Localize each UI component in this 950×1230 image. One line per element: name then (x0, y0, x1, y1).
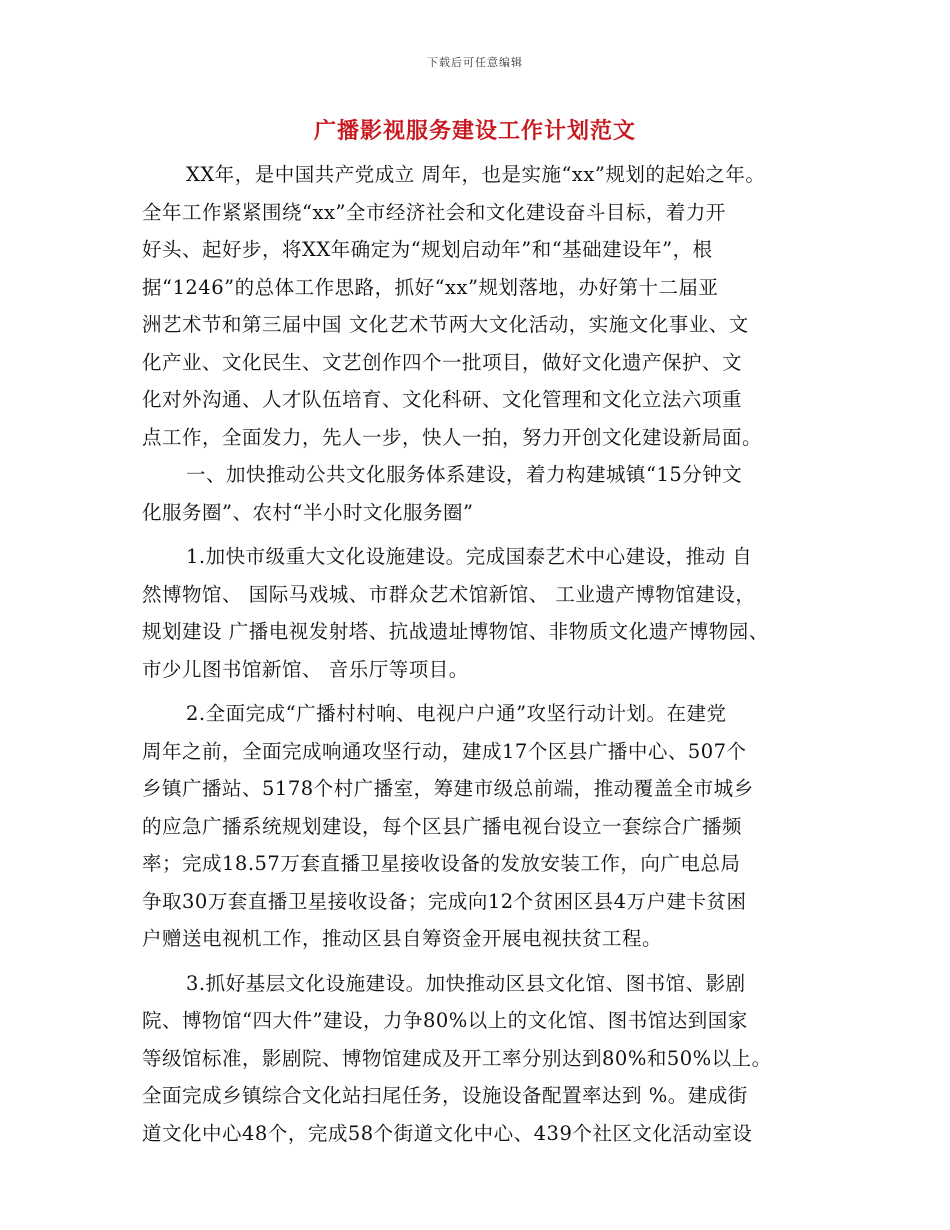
paragraph-intro (142, 156, 842, 456)
text-line: 乡镇广播站、5178个村广播室，筹建市级总前端，推动覆盖全市城乡 (142, 777, 754, 800)
text-line: 争取30万套直播卫星接收设备；完成向12个贫困区县4万户建卡贫困 (142, 889, 747, 913)
page-header-note: 下载后可任意编辑 (427, 56, 523, 69)
text-line: 周年之前，全面完成响通攻坚行动，建成17个区县广播中心、507个 (142, 739, 747, 763)
text-line: 的应急广播系统规划建设，每个区县广播电视台设立一套综合广播频 (142, 814, 743, 838)
text-line: 规划建设 广播电视发射塔、抗战遗址博物馆、非物质文化遗产博物园、 (142, 620, 769, 643)
text-line: XX年，是中国共产党成立 周年，也是实施“xx”规划的起始之年。 (186, 163, 766, 186)
paragraph-item-1 (142, 538, 842, 688)
text-line: 据“1246”的总体工作思路，抓好“xx”规划落地，办好第十二届亚 (142, 275, 719, 299)
text-line: 率；完成18.57万套直播卫星接收设备的发放安装工作，向广电总局 (142, 852, 741, 875)
text-line: 市少儿图书馆新馆、 音乐厅等项目。 (142, 657, 469, 681)
text-line: 化对外沟通、人才队伍培育、文化科研、文化管理和文化立法六项重 (142, 388, 743, 411)
text-line: 好头、起好步，将XX年确定为“规划启动年”和“基础建设年”，根 (142, 238, 713, 261)
section-heading-1 (142, 456, 842, 531)
text-line: 洲艺术节和第三届中国 文化艺术节两大文化活动，实施文化事业、文 (142, 313, 749, 336)
paragraph-item-3 (142, 965, 842, 1153)
document-body (142, 156, 842, 1152)
text-line: 化产业、文化民生、文艺创作四个一批项目，做好文化遗产保护、文 (142, 350, 743, 374)
text-line: 点工作，全面发力，先人一步，快人一拍，努力开创文化建设新局面。 (142, 425, 763, 449)
text-line: 2.全面完成“广播村村响、电视户户通”攻坚行动计划。在建党 (186, 702, 727, 725)
text-line: 全面完成乡镇综合文化站扫尾任务，设施设备配置率达到 %。建成街 (142, 1084, 748, 1107)
text-line: 院、博物馆“四大件”建设，力争80%以上的文化馆、图书馆达到国家 (142, 1009, 748, 1032)
text-line: 道文化中心48个，完成58个街道文化中心、439个社区文化活动室设 (142, 1121, 753, 1145)
text-line: 等级馆标准，影剧院、博物馆建成及开工率分别达到80%和50%以上。 (142, 1046, 772, 1070)
text-line: 全年工作紧紧围绕“xx”全市经济社会和文化建设奋斗目标，着力开 (142, 200, 726, 224)
text-line: 化服务圈”、农村“半小时文化服务圈” (142, 500, 474, 524)
paragraph-item-2 (142, 695, 842, 958)
document-title: 广播影视服务建设工作计划范文 (313, 118, 636, 144)
text-line: 1.加快市级重大文化设施建设。完成国泰艺术中心建设，推动 自 (186, 545, 753, 568)
text-line: 3.抓好基层文化设施建设。加快推动区县文化馆、图书馆、影剧 (186, 971, 746, 995)
text-line: 户赠送电视机工作，推动区县自筹资金开展电视扶贫工程。 (142, 927, 663, 950)
text-line: 然博物馆、 国际马戏城、市群众艺术馆新馆、 工业遗产博物馆建设， (142, 582, 756, 606)
text-line: 一、加快推动公共文化服务体系建设，着力构建城镇“15分钟文 (186, 463, 743, 486)
